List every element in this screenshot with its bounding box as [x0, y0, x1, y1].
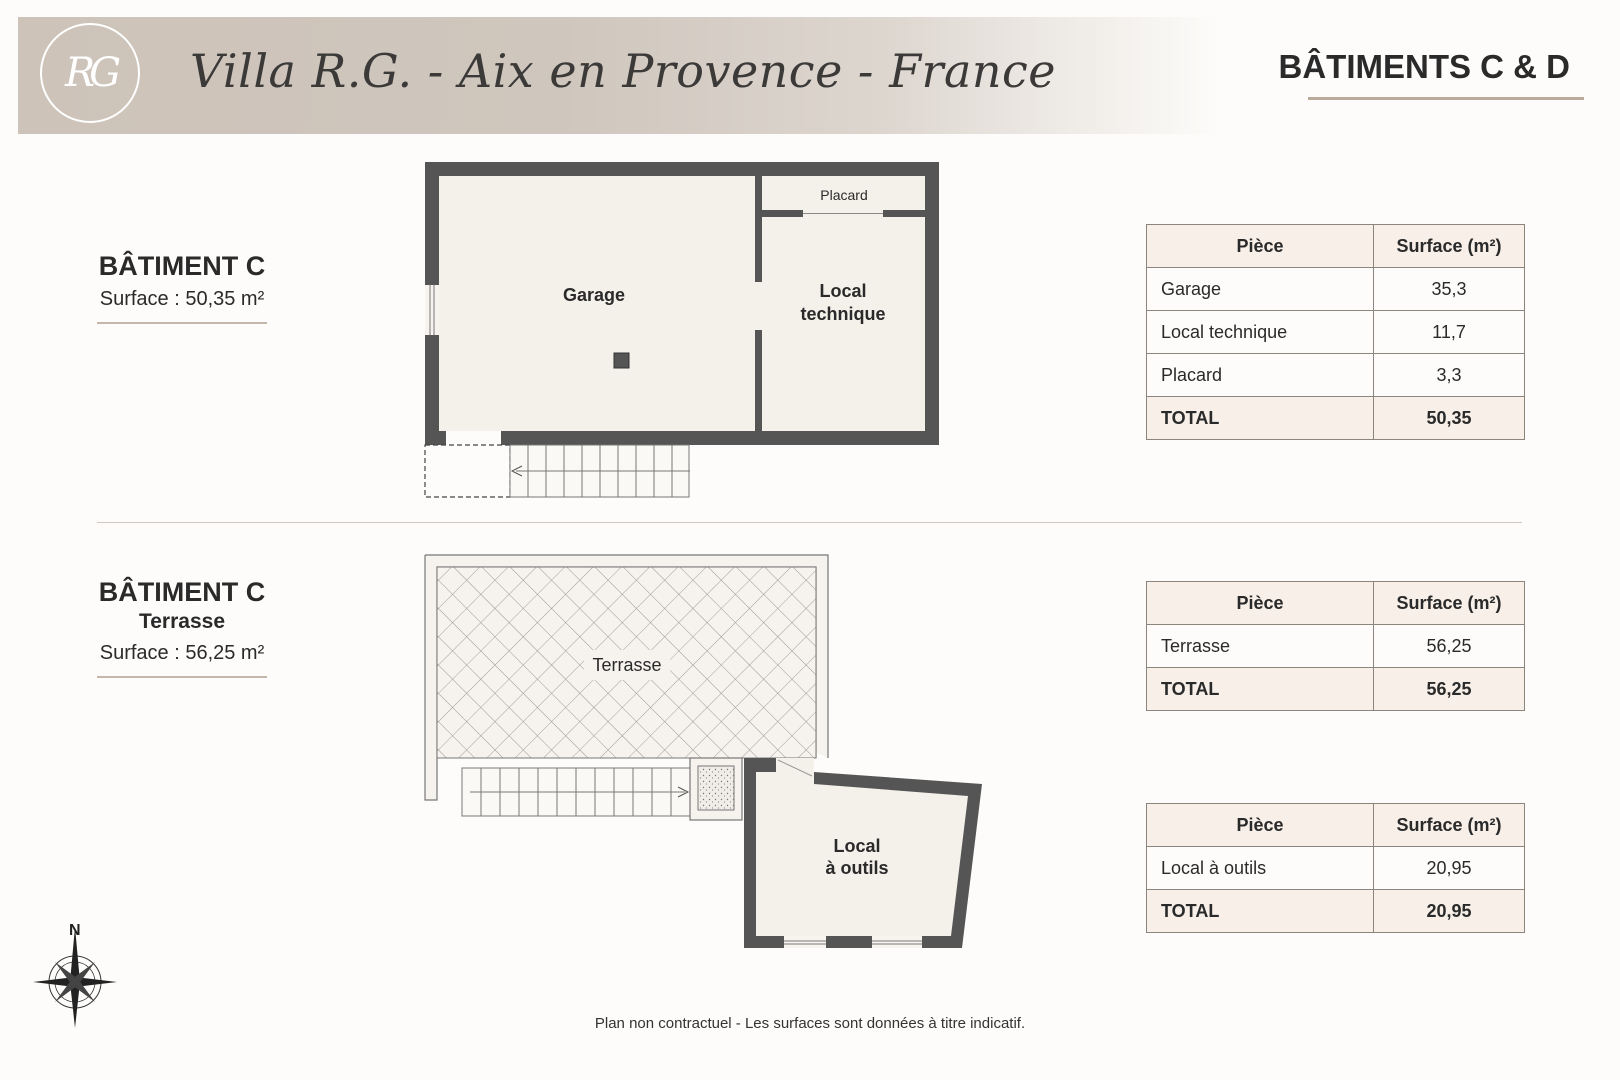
room-surface: 35,3	[1374, 268, 1525, 311]
table-header-piece: Pièce	[1147, 225, 1374, 268]
table-header-piece: Pièce	[1147, 804, 1374, 847]
exterior-stairs-c	[510, 445, 690, 497]
rooms-table-batiment-c	[1146, 224, 1525, 440]
total-value: 50,35	[1374, 397, 1525, 440]
disclaimer-footnote: Plan non contractuel - Les surfaces sont données à titre indicatif.	[594, 1015, 1026, 1032]
label-local-technique-line2: technique	[800, 304, 886, 324]
table-row	[1147, 625, 1525, 668]
room-name: Terrasse	[1147, 625, 1374, 668]
label-local-outils-line1: Local	[833, 836, 881, 856]
table-header-row	[1147, 225, 1525, 268]
total-value: 56,25	[1374, 668, 1525, 711]
total-value: 20,95	[1374, 890, 1525, 933]
table-total-row	[1147, 668, 1525, 711]
section-area: Surface : 56,25 m²	[99, 642, 265, 664]
table-total-row	[1147, 890, 1525, 933]
label-local-technique-line1: Local	[819, 281, 867, 301]
room-surface: 11,7	[1374, 311, 1525, 354]
section-subtitle: Terrasse	[138, 610, 225, 633]
rooms-table-terrasse	[1146, 581, 1525, 711]
table-total-row	[1147, 397, 1525, 440]
total-label: TOTAL	[1147, 890, 1374, 933]
section-name: BÂTIMENT C	[98, 251, 266, 281]
table-row	[1147, 311, 1525, 354]
page-title: Villa R.G. - Aix en Provence - France	[190, 44, 1057, 98]
rooms-table-local-outils	[1146, 803, 1525, 933]
compass-north-label: N	[69, 922, 81, 939]
logo-initials: RG	[64, 50, 116, 96]
pillar	[614, 353, 629, 368]
local-technique-room	[762, 217, 925, 431]
table-header-row	[1147, 804, 1525, 847]
terrasse-plan	[425, 555, 982, 948]
exterior-stairs-terrasse	[462, 768, 690, 816]
total-label: TOTAL	[1147, 397, 1374, 440]
total-label: TOTAL	[1147, 668, 1374, 711]
document-title: BÂTIMENTS C & D	[1278, 48, 1570, 85]
label-placard: Placard	[820, 187, 868, 203]
room-surface: 3,3	[1374, 354, 1525, 397]
building-c-plan	[425, 162, 939, 497]
label-local-outils-line2: à outils	[825, 858, 889, 878]
label-garage: Garage	[562, 285, 626, 305]
room-surface: 56,25	[1374, 625, 1525, 668]
gravel-planter	[698, 766, 734, 810]
table-header-piece: Pièce	[1147, 582, 1374, 625]
room-name: Garage	[1147, 268, 1374, 311]
room-surface: 20,95	[1374, 847, 1525, 890]
table-header-surface: Surface (m²)	[1374, 225, 1525, 268]
table-header-surface: Surface (m²)	[1374, 582, 1525, 625]
section-name: BÂTIMENT C	[98, 577, 266, 607]
room-name: Local à outils	[1147, 847, 1374, 890]
table-row	[1147, 354, 1525, 397]
room-name: Placard	[1147, 354, 1374, 397]
table-row	[1147, 268, 1525, 311]
room-name: Local technique	[1147, 311, 1374, 354]
table-header-surface: Surface (m²)	[1374, 804, 1525, 847]
table-row	[1147, 847, 1525, 890]
compass-rose-icon	[33, 922, 117, 1028]
dashed-access-area	[425, 445, 510, 497]
section-area: Surface : 50,35 m²	[99, 288, 265, 310]
table-header-row	[1147, 582, 1525, 625]
label-terrasse: Terrasse	[592, 655, 662, 675]
